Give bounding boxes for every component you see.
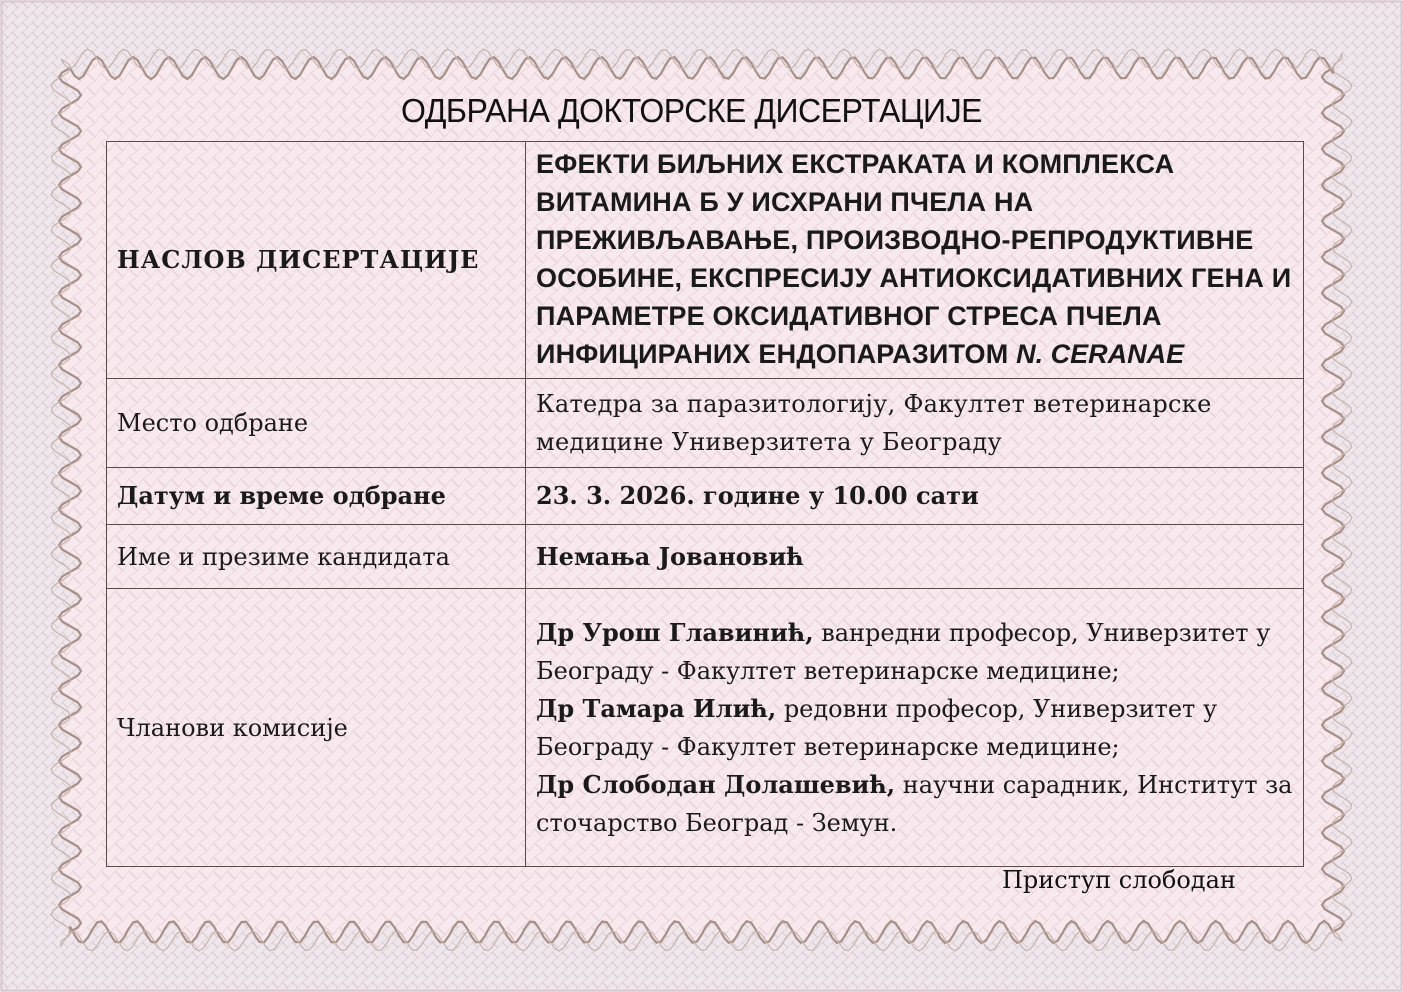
committee-member-details: научни сарадник, Институт за сточарство Београд - Земун. (536, 770, 1293, 837)
row-label-candidate: Име и презиме кандидата (107, 525, 526, 589)
row-label-title (107, 142, 526, 379)
row-value-datetime: 23. 3. 2026. године у 10.00 сати (526, 468, 1304, 525)
committee-member-name: Др Урош Главинић, (536, 617, 814, 647)
row-value-committee (526, 589, 1304, 867)
committee-member-name: Др Тамара Илић, (536, 693, 777, 723)
table-row (107, 142, 1304, 379)
row-label-committee: Чланови комисије (107, 589, 526, 867)
row-label-datetime: Датум и време одбране (107, 468, 526, 525)
table-row (107, 589, 1304, 867)
defense-info-table (106, 141, 1304, 867)
row-value-title (526, 142, 1304, 379)
access-note: Приступ слободан (1002, 866, 1236, 894)
committee-member-details: ванредни професор, Универзитет у Београду - Факултет ветеринарске медицине; (536, 618, 1271, 685)
page-title: ОДБРАНА ДОКТОРСКЕ ДИСЕРТАЦИЈЕ (401, 92, 982, 129)
row-value-place: Катедра за паразитологију, Факултет ветеринарске медицине Универзитета у Београду (526, 379, 1304, 468)
title-label: НАСЛОВ ДИСЕРТАЦИЈЕ (117, 245, 480, 274)
committee-member-name: Др Слободан Долашевић, (536, 769, 896, 799)
table-row (107, 468, 1304, 525)
row-label-place: Место одбране (107, 379, 526, 468)
table-row (107, 525, 1304, 589)
dissertation-title: ЕФЕКТИ БИЉНИХ ЕКСТРАКАТА И КОМПЛЕКСА ВИТАМИНА Б У ИСХРАНИ ПЧЕЛА НА ПРЕЖИВЉАВАЊЕ, ПРОИЗВОДНО-РЕПРОДУКТИВНЕ ОСОБИНЕ, ЕКСПРЕСИЈУ АНТИОКСИДАТИВНИХ ГЕНА И ПАРАМЕТРЕ ОКСИДАТИВНОГ СТРЕСА ПЧЕЛА ИНФИЦИРАНИХ ЕНДОПАРАЗИТОМ (536, 149, 1292, 369)
committee-member-details: редовни професор, Универзитет у Београду - Факултет ветеринарске медицине; (536, 694, 1218, 761)
dissertation-title-italic: N. CERANAE (1016, 339, 1185, 369)
table-row (107, 379, 1304, 468)
row-value-candidate: Немања Јовановић (526, 525, 1304, 589)
